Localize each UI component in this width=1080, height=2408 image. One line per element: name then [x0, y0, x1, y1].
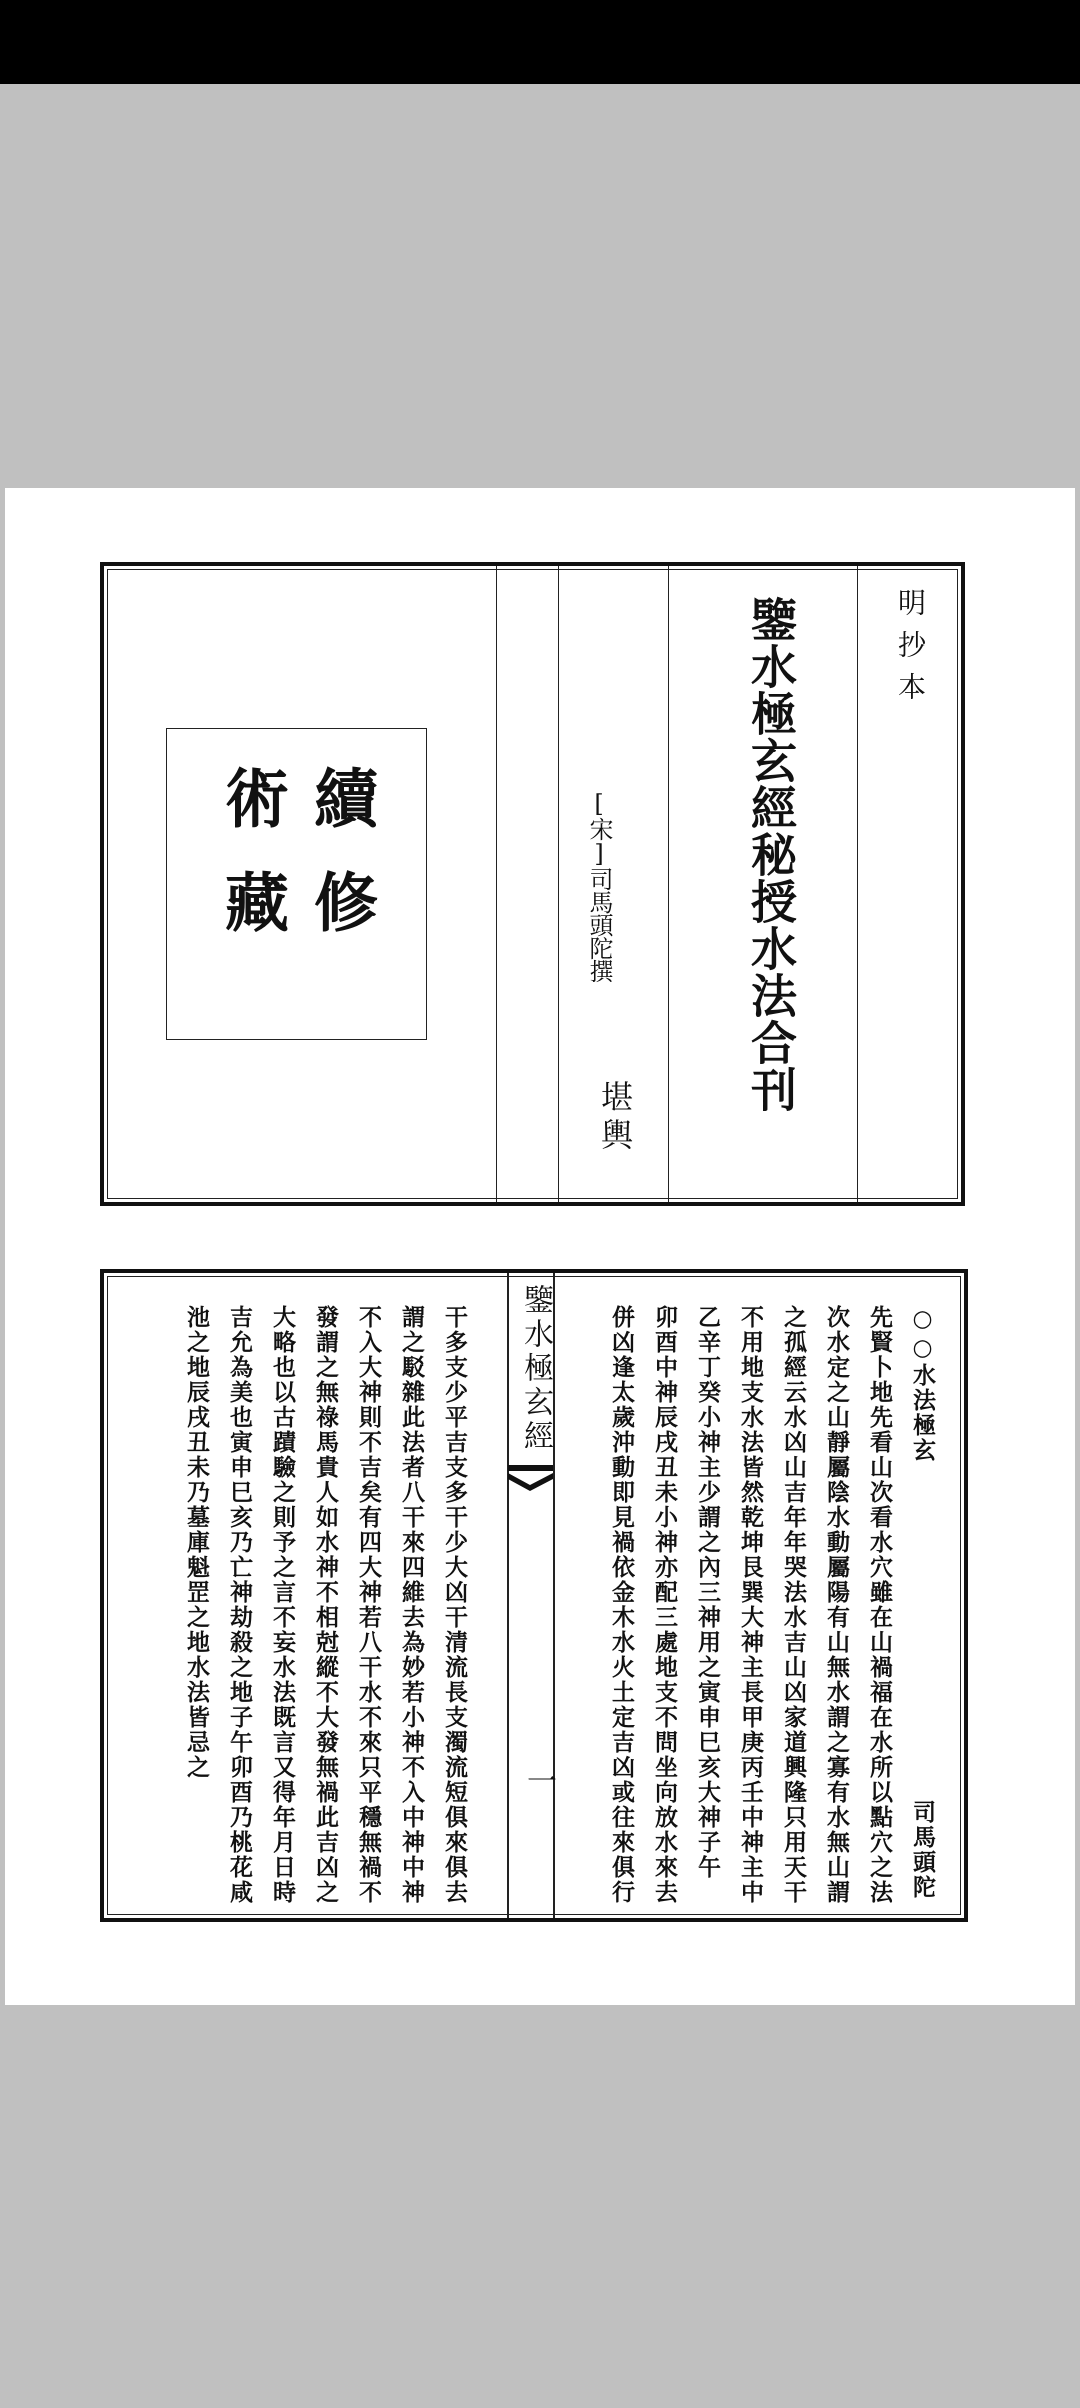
seal-text-left: 術藏 — [214, 765, 289, 973]
text-column: 發謂之無祿馬貴人如水神不相尅縱不大發無禍此吉凶之 — [312, 1305, 339, 1905]
heading-column — [901, 1305, 944, 1905]
text-column: 大略也以古蹟驗之則予之言不妄水法既言又得年月日時 — [269, 1305, 296, 1905]
collection-seal — [166, 728, 427, 1040]
seal-text-right: 續修 — [303, 765, 378, 973]
category-label: 堪輿 — [596, 1080, 634, 1156]
byline: 司馬頭陀 — [909, 1800, 936, 1900]
text-column: 之孤經云水凶山吉年年哭法水吉山凶家道興隆只用天干 — [780, 1305, 807, 1905]
section-heading: ○○水法極玄 — [909, 1305, 936, 1463]
text-column: 不入大神則不吉矣有四大神若八干水不來只平穩無禍不 — [355, 1305, 382, 1905]
text-column: 乙辛丁癸小神主少謂之內三神用之寅申巳亥大神子午 — [694, 1305, 721, 1880]
text-column: 吉允為美也寅申巳亥乃亡神劫殺之地子午卯酉乃桃花咸 — [226, 1305, 253, 1905]
center-title: 鑒水極玄經 — [518, 1284, 553, 1454]
right-page-text — [600, 1305, 944, 1905]
fishtail-mark-icon — [508, 1471, 553, 1495]
text-column: 卯酉中神辰戌丑未小神亦配三處地支不問坐向放水來去 — [651, 1305, 678, 1905]
text-column: 先賢卜地先看山次看水穴雖在山禍福在水所以點穴之法 — [866, 1305, 893, 1905]
text-column: 池之地辰戌丑未乃墓庫魁罡之地水法皆忌之 — [183, 1305, 210, 1780]
text-column: 併凶逢太歲沖動即見禍依金木水火土定吉凶或往來俱行 — [608, 1305, 635, 1905]
book-title: 鑒水極玄經秘授水法合刊 — [744, 596, 798, 1113]
author-label: [宋]司馬頭陀撰 — [585, 790, 613, 982]
status-bar — [0, 0, 1080, 84]
page-number: 一 — [521, 1765, 556, 1795]
edition-label: 明抄本 — [894, 588, 927, 714]
left-page-text — [175, 1305, 476, 1905]
text-column: 不用地支水法皆然乾坤艮巽大神主長甲庚丙壬中神主中 — [737, 1305, 764, 1905]
text-column: 干多支少平吉支多干少大凶干清流長支濁流短俱來俱去 — [441, 1305, 468, 1905]
text-column: 次水定之山靜屬陰水動屬陽有山無水謂之寡有水無山謂 — [823, 1305, 850, 1905]
text-column: 謂之駁雜此法者八干來四維去為妙若小神不入中神中神 — [398, 1305, 425, 1905]
